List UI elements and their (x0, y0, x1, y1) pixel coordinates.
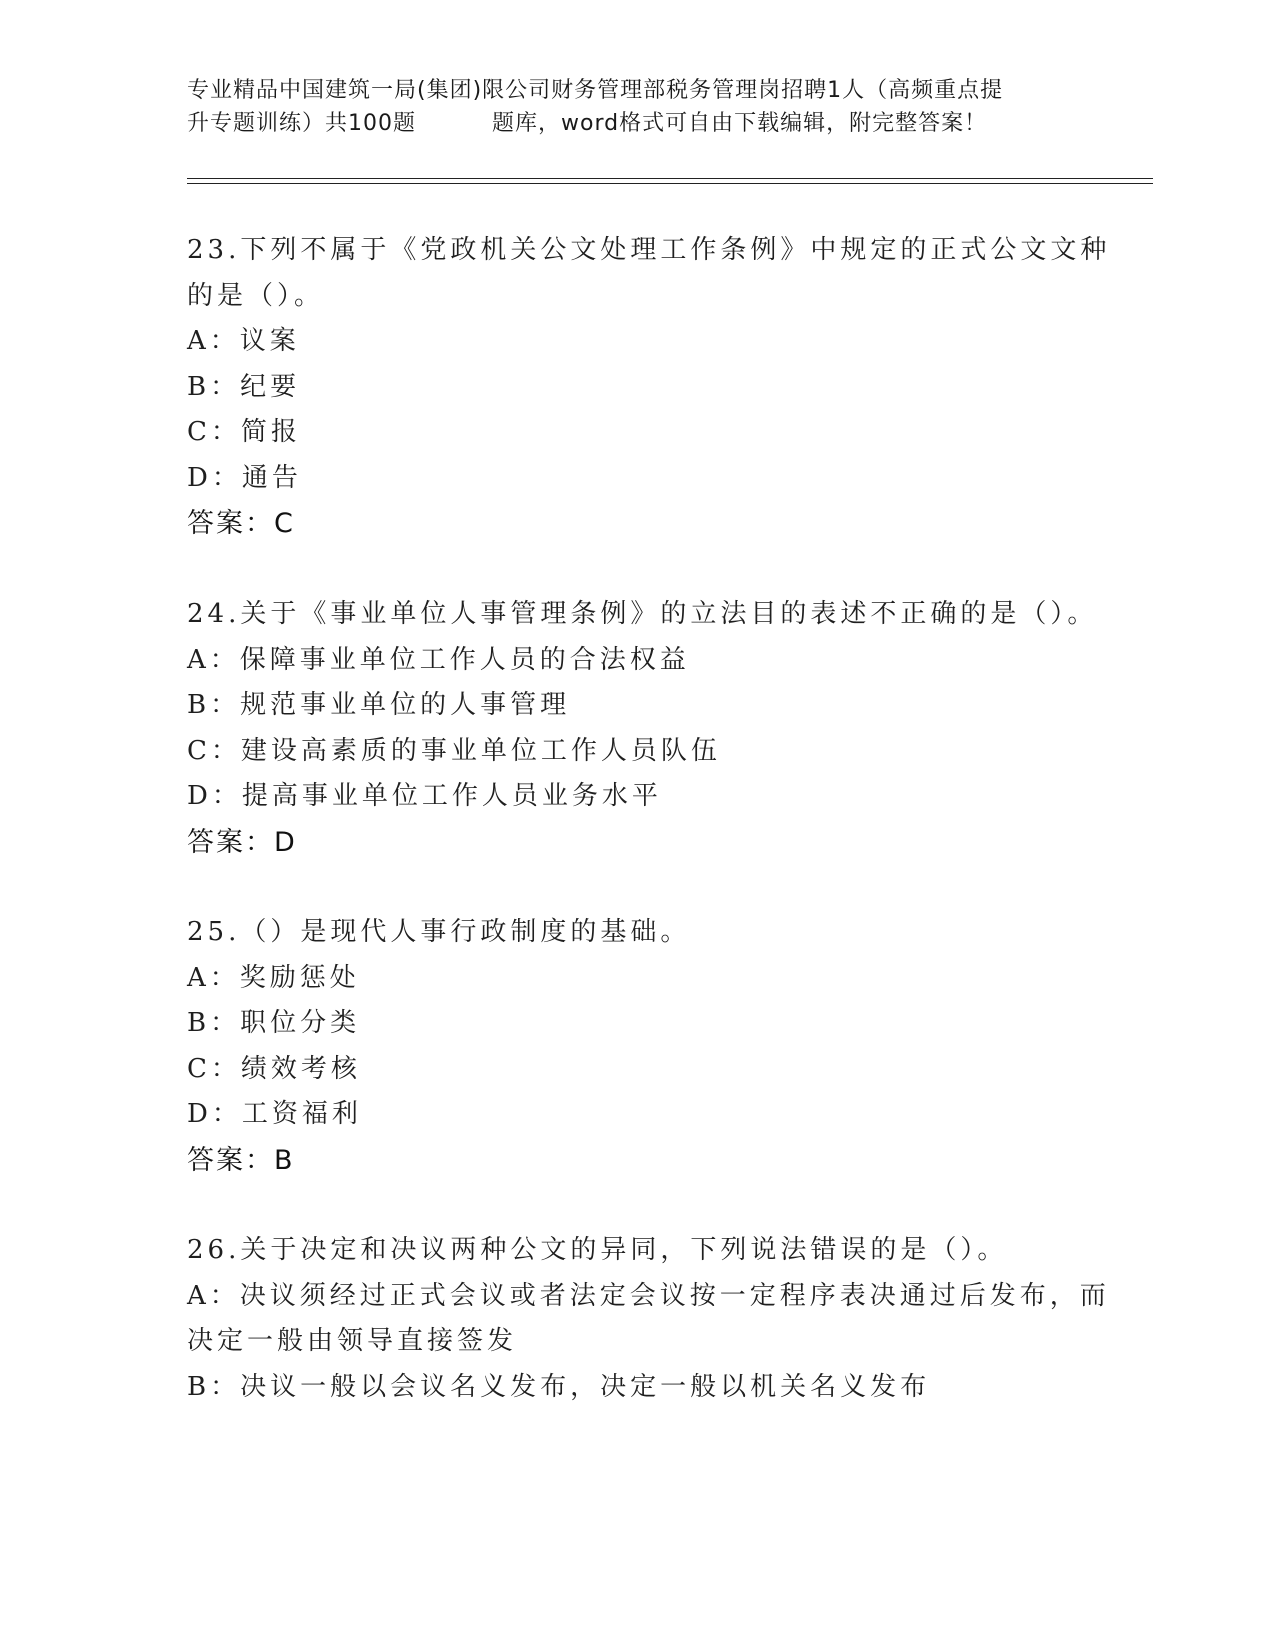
option-d: D：提高事业单位工作人员业务水平 (187, 781, 662, 811)
header-rule-top (187, 178, 1153, 179)
option-b: B：规范事业单位的人事管理 (187, 690, 571, 720)
answer: 答案：B (187, 1144, 295, 1176)
option-a: A：奖励惩处 (187, 962, 360, 993)
option-a-continued: 决定一般由领导直接签发 (187, 1326, 518, 1356)
option-c: C：绩效考核 (187, 1053, 361, 1084)
question-stem: 25.（）是现代人事行政制度的基础。 (187, 917, 691, 947)
option-a: A：决议须经过正式会议或者法定会议按一定程序表决通过后发布，而 (187, 1280, 1110, 1311)
header-line-2 (187, 107, 1087, 140)
header-line-2-right: 题库，word格式可自由下载编辑，附完整答案！ (492, 111, 988, 136)
question-23 (187, 228, 1111, 547)
answer: 答案：D (187, 826, 297, 858)
option-d: D：通告 (187, 462, 302, 493)
option-a: A：保障事业单位工作人员的合法权益 (187, 644, 690, 675)
option-a: A：议案 (187, 326, 300, 356)
option-d: D：工资福利 (187, 1099, 362, 1129)
option-b: B：职位分类 (187, 1008, 361, 1038)
option-c: C：建设高素质的事业单位工作人员队伍 (187, 735, 721, 766)
question-25 (187, 910, 1087, 1183)
document-header (187, 74, 1087, 140)
header-line-2-left: 升专题训练）共100题 (187, 111, 416, 136)
question-stem: 24.关于《事业单位人事管理条例》的立法目的表述不正确的是（）。 (187, 599, 1098, 629)
option-b: B：纪要 (187, 371, 301, 402)
header-line-1: 专业精品中国建筑一局(集团)限公司财务管理部税务管理岗招聘1人（高频重点提 (187, 78, 1004, 103)
question-26 (187, 1228, 1110, 1410)
header-rule-bottom (187, 183, 1153, 184)
option-c: C：简报 (187, 417, 301, 447)
question-stem: 26.关于决定和决议两种公文的异同，下列说法错误的是（）。 (187, 1235, 1008, 1265)
answer: 答案：C (187, 508, 295, 539)
option-b: B：决议一般以会议名义发布，决定一般以机关名义发布 (187, 1371, 931, 1402)
question-stem: 的是（）。 (187, 280, 325, 311)
question-stem: 23.下列不属于《党政机关公文处理工作条例》中规定的正式公文文种 (187, 235, 1111, 265)
question-24 (187, 592, 1098, 865)
